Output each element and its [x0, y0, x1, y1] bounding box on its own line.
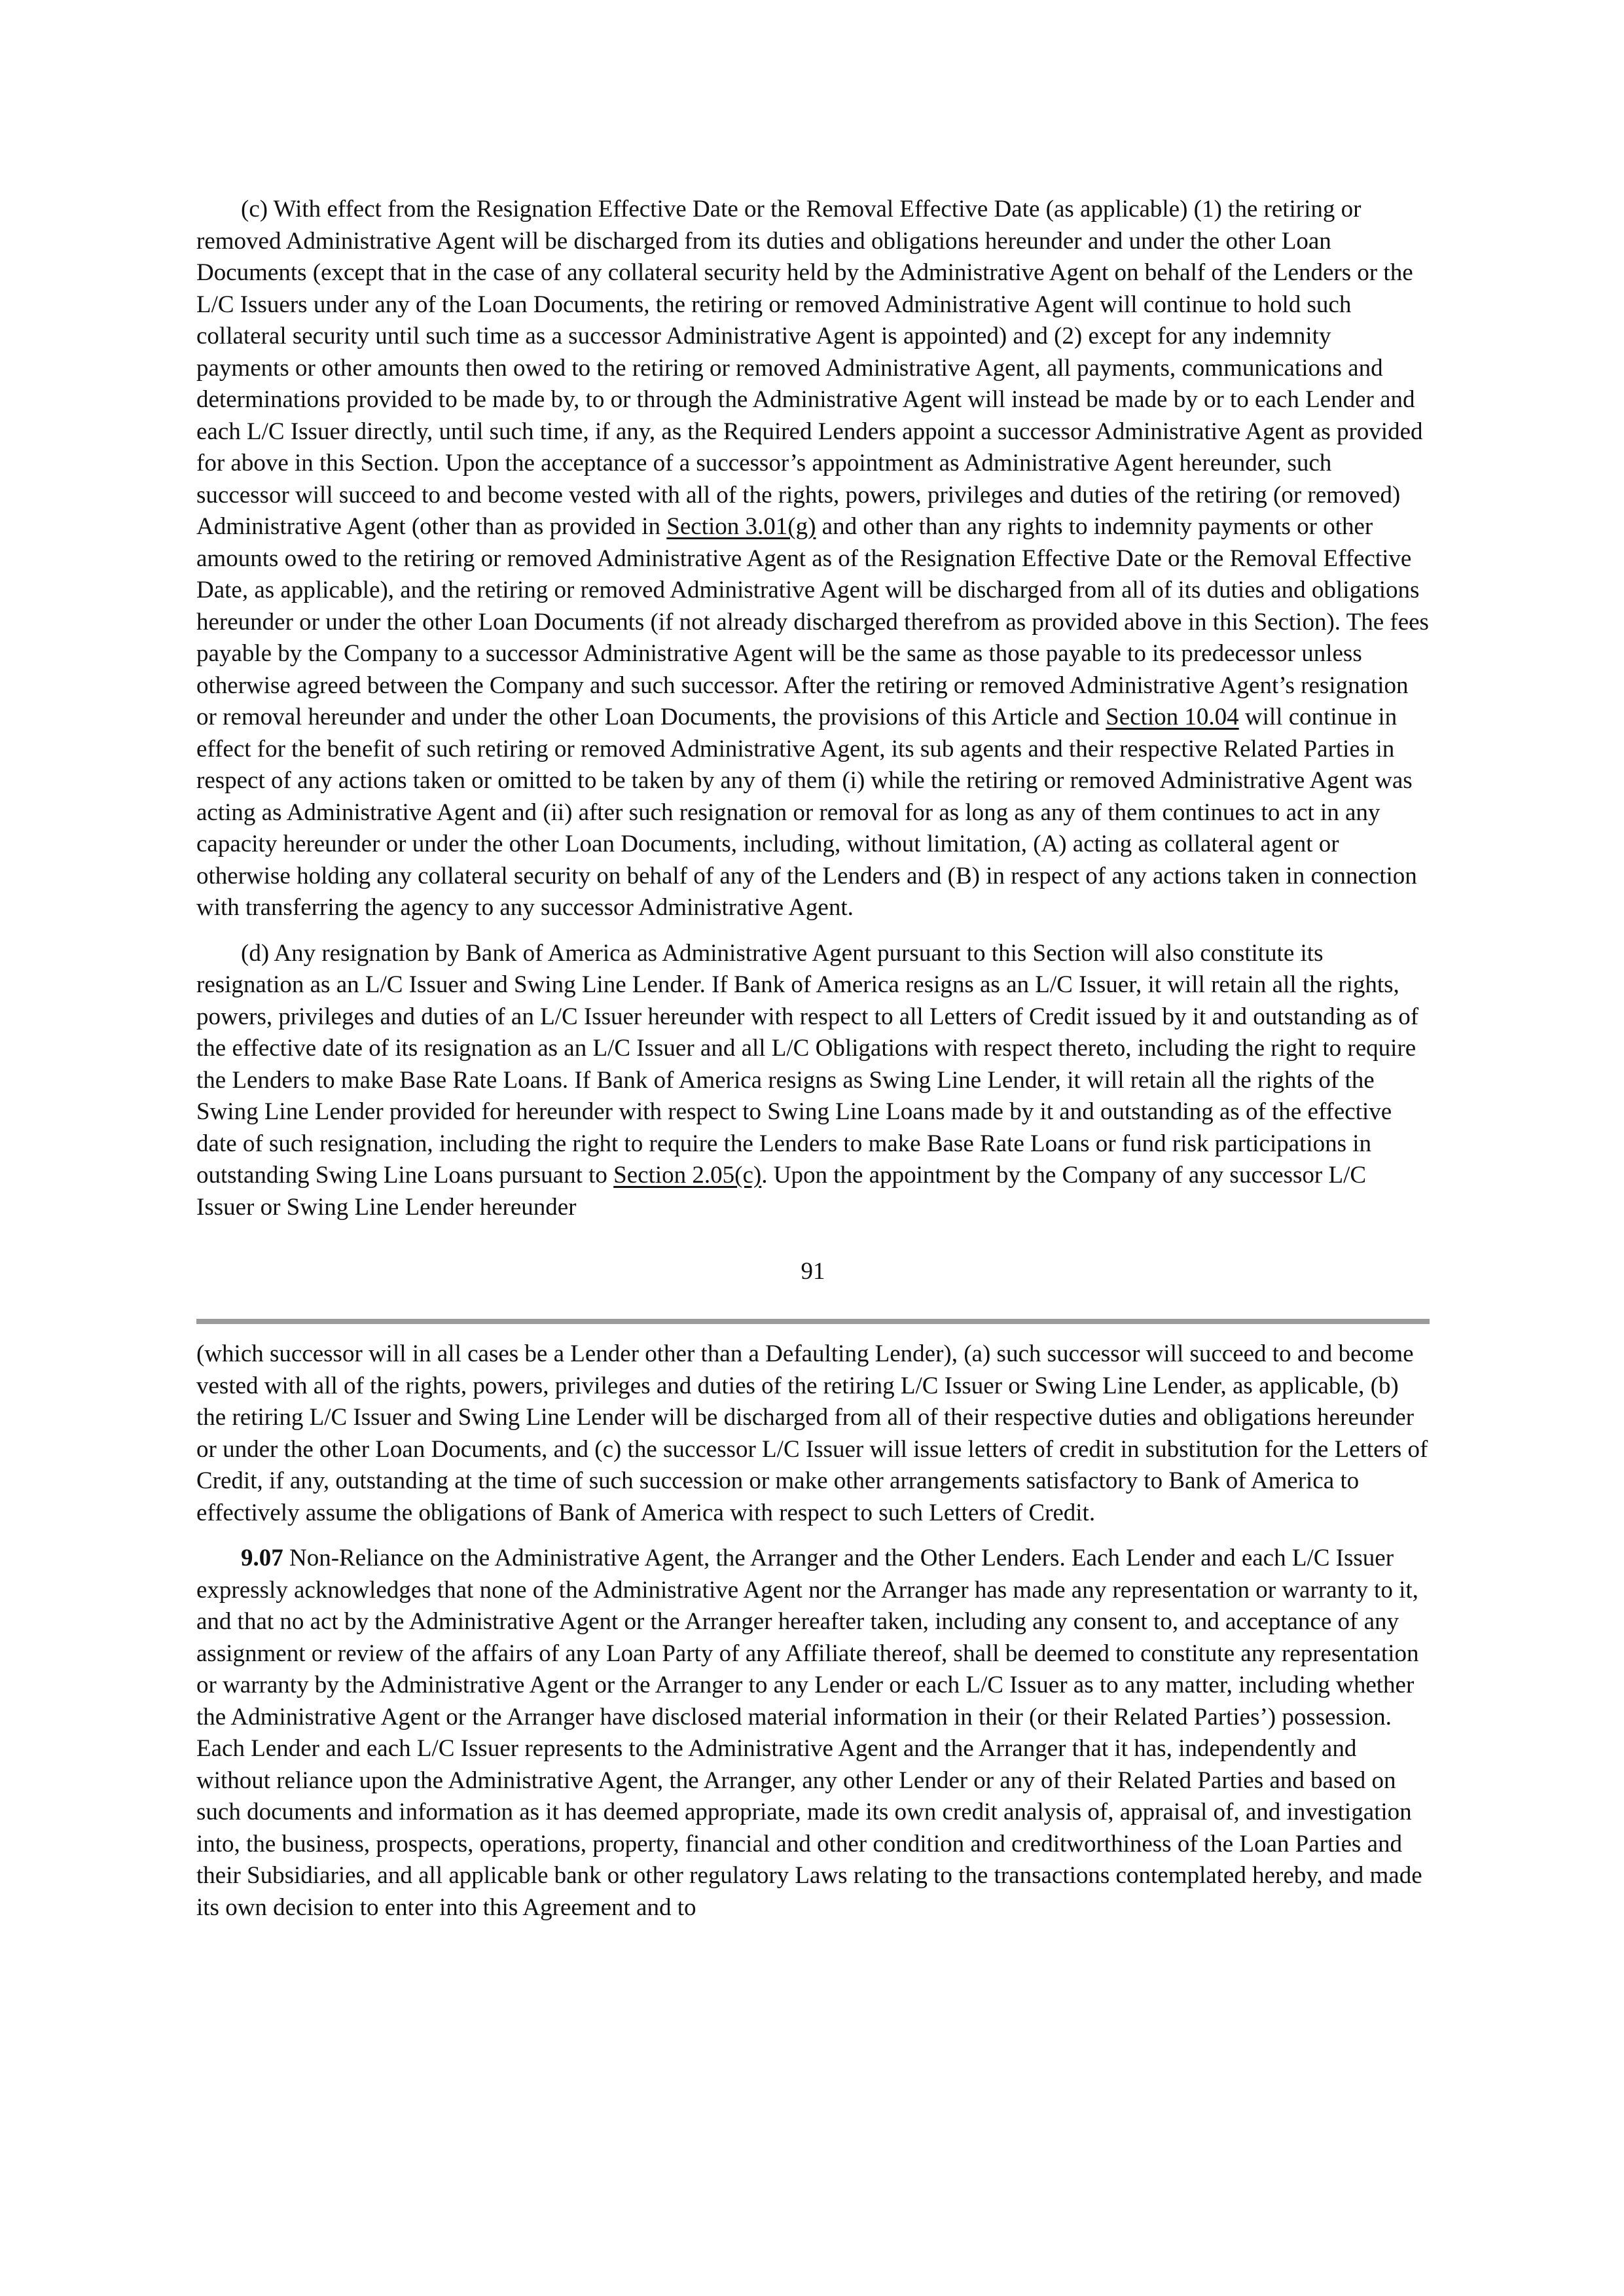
paragraph-d-text-1: (d) Any resignation by Bank of America as Administrative Agent pursuant to this Section will also constitute its resignation as an L/C Issuer and Swing Line Lender. If Bank of America resigns as an L/C Issuer, it will retain all the rights, powers, privileges and duties of an L/C Issuer hereunder with respect to all Letters of Credit issued by it and outstanding as of the effective date of its resignation as an L/C Issuer and all L/C Obligations with respect thereto, including the right to require the Lenders to make Base Rate Loans. If Bank of America resigns as Swing Line Lender, it will retain all the rights of the Swing Line Lender provided for hereunder with respect to Swing Line Loans made by it and outstanding as of the effective date of such resignation, including the right to require the Lenders to make Base Rate Loans or fund risk participations in outstanding Swing Line Loans pursuant to [196, 939, 1419, 1189]
page-content [196, 194, 1430, 1924]
continuation-paragraph: (which successor will in all cases be a Lender other than a Defaulting Lender), (a) such successor will succeed to and become vested with all of the rights, powers, privileges and duties of the retiring L/C Issuer or Swing Line Lender, as applicable, (b) the retiring L/C Issuer and Swing Line Lender will be discharged from all of their respective duties and obligations hereunder or under the other Loan Documents, and (c) the successor L/C Issuer will issue letters of credit in substitution for the Letters of Credit, if any, outstanding at the time of such succession or make other arrangements satisfactory to Bank of America to effectively assume the obligations of Bank of America with respect to such Letters of Credit. [196, 1340, 1428, 1526]
paragraph-c-text-1: (c) With effect from the Resignation Effective Date or the Removal Effective Date (as applicable) (1) the retiring or removed Administrative Agent will be discharged from its duties and obligations hereunder and under the other Loan Documents (except that in the case of any collateral security held by the Administrative Agent on behalf of the Lenders or the L/C Issuers under any of the Loan Documents, the retiring or removed Administrative Agent will continue to hold such collateral security until such time as a successor Administrative Agent is appointed) and (2) except for any indemnity payments or other amounts then owed to the retiring or removed Administrative Agent, all payments, communications and determinations provided to be made by, to or through the Administrative Agent will instead be made by or to each Lender and each L/C Issuer directly, until such time, if any, as the Required Lenders appoint a successor Administrative Agent as provided for above in this Section. Upon the acceptance of a successor’s appointment as Administrative Agent hereunder, such successor will succeed to and become vested with all of the rights, powers, privileges and duties of the retiring (or removed) Administrative Agent (other than as provided in [196, 196, 1423, 540]
section-number: 9.07 [241, 1545, 283, 1571]
page-number: 91 [801, 1258, 825, 1285]
paragraph-c-text-2: and other than any rights to indemnity payments or other amounts owed to the retiring or removed Administrative Agent as of the Resignation Effective Date or the Removal Effective Date, as applicable), and the retiring or removed Administrative Agent will be discharged from all of its duties and obligations hereunder or under the other Loan Documents (if not already discharged therefrom as provided above in this Section). The fees payable by the Company to a successor Administrative Agent will be the same as those payable to its predecessor unless otherwise agreed between the Company and such successor. After the retiring or removed Administrative Agent’s resignation or removal hereunder and under the other Loan Documents, the provisions of this Article and [196, 513, 1429, 730]
paragraph-d [196, 938, 1430, 1224]
section-2-05-c-link[interactable]: Section 2.05(c) [613, 1162, 762, 1189]
paragraph-c-text-3: will continue in effect for the benefit of such retiring or removed Administrative Agent, its sub agents and their respective Related Parties in respect of any actions taken or omitted to be taken by any of them (i) while the retiring or removed Administrative Agent was acting as Administrative Agent and (ii) after such resignation or removal for as long as any of them continues to act in any capacity hereunder or under the other Loan Documents, including, without limitation, (A) acting as collateral agent or otherwise holding any collateral security on behalf of any of the Lenders and (B) in respect of any actions taken in connection with transferring the agency to any successor Administrative Agent. [196, 704, 1417, 921]
paragraph-c [196, 194, 1430, 924]
section-10-04-link[interactable]: Section 10.04 [1106, 704, 1239, 730]
page-break-divider [196, 1319, 1430, 1324]
section-9-07-text: Non-Reliance on the Administrative Agent, the Arranger and the Other Lenders. Each Lender and each L/C Issuer expressly acknowledges that none of the Administrative Agent nor the Arranger has made any representation or warranty to it, and that no act by the Administrative Agent or the Arranger hereafter taken, including any consent to, and acceptance of any assignment or review of the affairs of any Loan Party of any Affiliate thereof, shall be deemed to constitute any representation or warranty by the Administrative Agent or the Arranger to any Lender or each L/C Issuer as to any matter, including whether the Administrative Agent or the Arranger have disclosed material information in their (or their Related Parties’) possession. Each Lender and each L/C Issuer represents to the Administrative Agent and the Arranger that it has, independently and without reliance upon the Administrative Agent, the Arranger, any other Lender or any of their Related Parties and based on such documents and information as it has deemed appropriate, made its own credit analysis of, appraisal of, and investigation into, the business, prospects, operations, property, financial and other condition and creditworthiness of the Loan Parties and their Subsidiaries, and all applicable bank or other regulatory Laws relating to the transactions contemplated hereby, and made its own decision to enter into this Agreement and to [196, 1545, 1422, 1921]
paragraph-d-text-2: . Upon the appointment by the Company of any successor L/C Issuer or Swing Line Lender hereunder [196, 1162, 1367, 1221]
section-3-01-g-link[interactable]: Section 3.01(g) [666, 513, 816, 540]
section-9-07-paragraph [196, 1543, 1430, 1924]
